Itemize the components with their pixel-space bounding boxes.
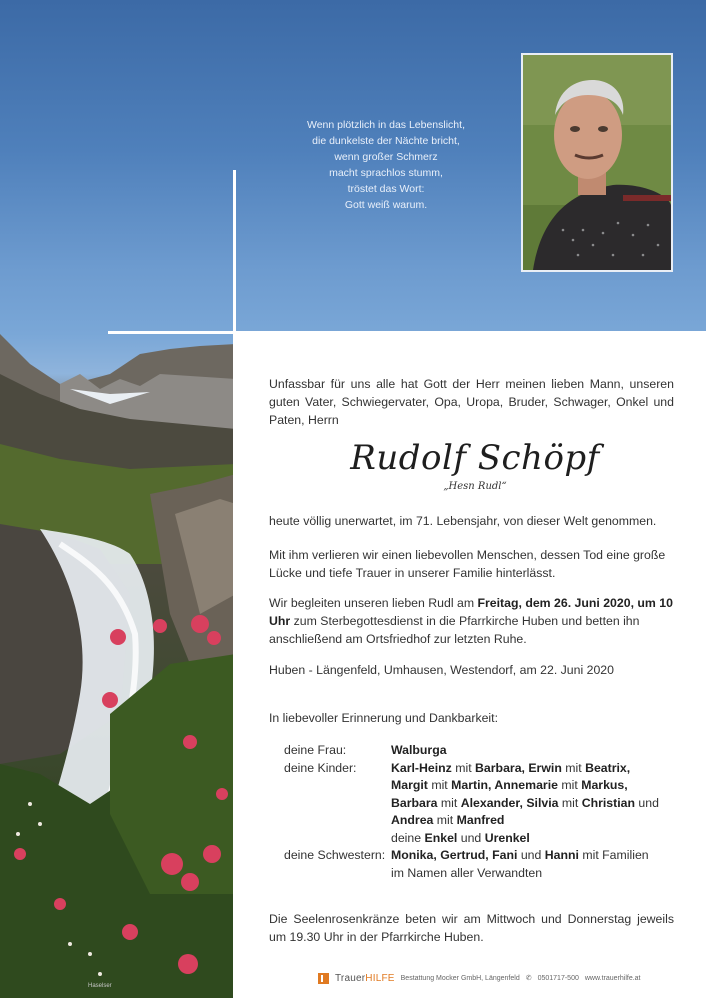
wife-name: Walburga [391,743,447,757]
connector: mit [561,760,586,775]
connector: mit Familien [578,848,649,862]
photo-credit: Haselser [88,983,112,989]
connector: und [517,848,545,862]
sister-name: Hanni [544,848,579,862]
child-name: Martin, Annemarie [451,778,558,792]
passing-text: heute völlig unerwartet, im 71. Lebensjahr, von dieser Welt genommen. [269,514,657,528]
cross-horizontal-bar [108,331,706,334]
phone-number: 0501717-500 [537,974,579,982]
relation-label: deine Schwestern: [284,848,386,862]
mountain-landscape-image [0,334,236,998]
remembrance-line: In liebevoller Erinnerung und Dankbarkeit: [269,711,498,725]
children-line [391,760,684,778]
connector: und [457,830,485,845]
deceased-name: Rudolf Schöpf [350,438,600,478]
phone-icon: ✆ [525,975,532,982]
child-name: Christian [581,795,635,810]
child-name: Margit [391,778,428,792]
family-list [284,742,684,882]
child-name: Barbara, Erwin [475,760,562,775]
connector: mit [437,795,461,810]
footer [318,970,698,986]
poem-line: wenn großer Schmerz [334,151,438,163]
child-name: Barbara [391,795,438,810]
trauerhilfe-logo [335,973,395,984]
funeral-info-after: zum Sterbegottesdienst in die Pfarrkirche Huben und betten ihn anschließend am Ortsfriedhof zur letzten Ruhe. [269,614,640,646]
intro-text: Unfassbar für uns alle hat Gott der Herr meinen lieben Mann, unseren guten Vater, Schwiegervater, Opa, Uropa, Bruder, Schwager, Onkel und Paten, Herrn [269,377,674,427]
poem-line: macht sprachlos stumm, [329,167,443,179]
condolence-poem [286,117,486,213]
great-grandchildren: Urenkel [484,830,530,845]
child-name: Karl-Heinz [391,760,452,775]
logo-text-a: Trauer [335,972,366,984]
connector: mit [558,795,582,810]
poem-line: tröstet das Wort: [347,183,425,195]
child-name: Beatrix, [585,760,631,775]
connector: mit [557,778,582,792]
trauerhilfe-logo-icon [318,973,329,984]
children-line [391,777,684,795]
poem-line: Wenn plötzlich in das Lebenslicht, [307,119,465,131]
relation-label: deine Kinder: [284,760,357,775]
grandchildren-line [391,830,684,848]
cross-vertical-bar [233,170,236,998]
connector: mit [433,813,457,827]
funeral-info-before: Wir begleiten unseren lieben Rudl am [269,596,478,610]
child-name: Manfred [456,813,505,827]
portrait-photo [521,53,673,272]
family-row-sisters [284,847,684,882]
grandchildren: Enkel [424,830,458,845]
relation-label: deine Frau: [284,743,347,757]
children-line [391,795,684,813]
child-name: Andrea [391,813,434,827]
poem-line: Gott weiß warum. [344,199,428,211]
logo-text-b: HILFE [365,972,395,984]
connector: mit [427,778,452,792]
deceased-nickname: „Hesn Rudl“ [443,481,507,492]
place-date-line: Huben - Längenfeld, Umhausen, Westendorf, am 22. Juni 2020 [269,663,614,677]
connector: und [635,795,659,810]
child-name: Markus, [581,778,628,792]
connector: deine [391,830,425,845]
family-row-children [284,760,684,848]
funeral-date: Freitag, dem 26. Juni 2020, um 10 Uhr [269,596,673,628]
company-name: Bestattung Mocker GmbH, Längenfeld [400,974,520,982]
loss-text: Mit ihm verlieren wir einen liebevollen Menschen, dessen Tod eine große Lücke und tiefe Trauer in unserer Familie hinterlässt. [269,548,666,580]
website: www.trauerhilfe.at [584,974,641,982]
relatives-line: im Namen aller Verwandten [391,865,543,880]
rosary-info: Die Seelenrosenkränze beten wir am Mittwoch und Donnerstag jeweils um 19.30 Uhr in der Pfarrkirche Huben. [269,912,674,944]
connector: mit [451,760,476,775]
sister-names: Monika, Gertrud, Fani [391,848,518,862]
family-row-wife [284,742,684,760]
sisters-line [391,847,684,865]
funeral-info [269,594,674,648]
child-name: Alexander, Silvia [460,795,559,810]
poem-line: die dunkelste der Nächte bricht, [312,135,460,147]
children-line [391,812,684,830]
